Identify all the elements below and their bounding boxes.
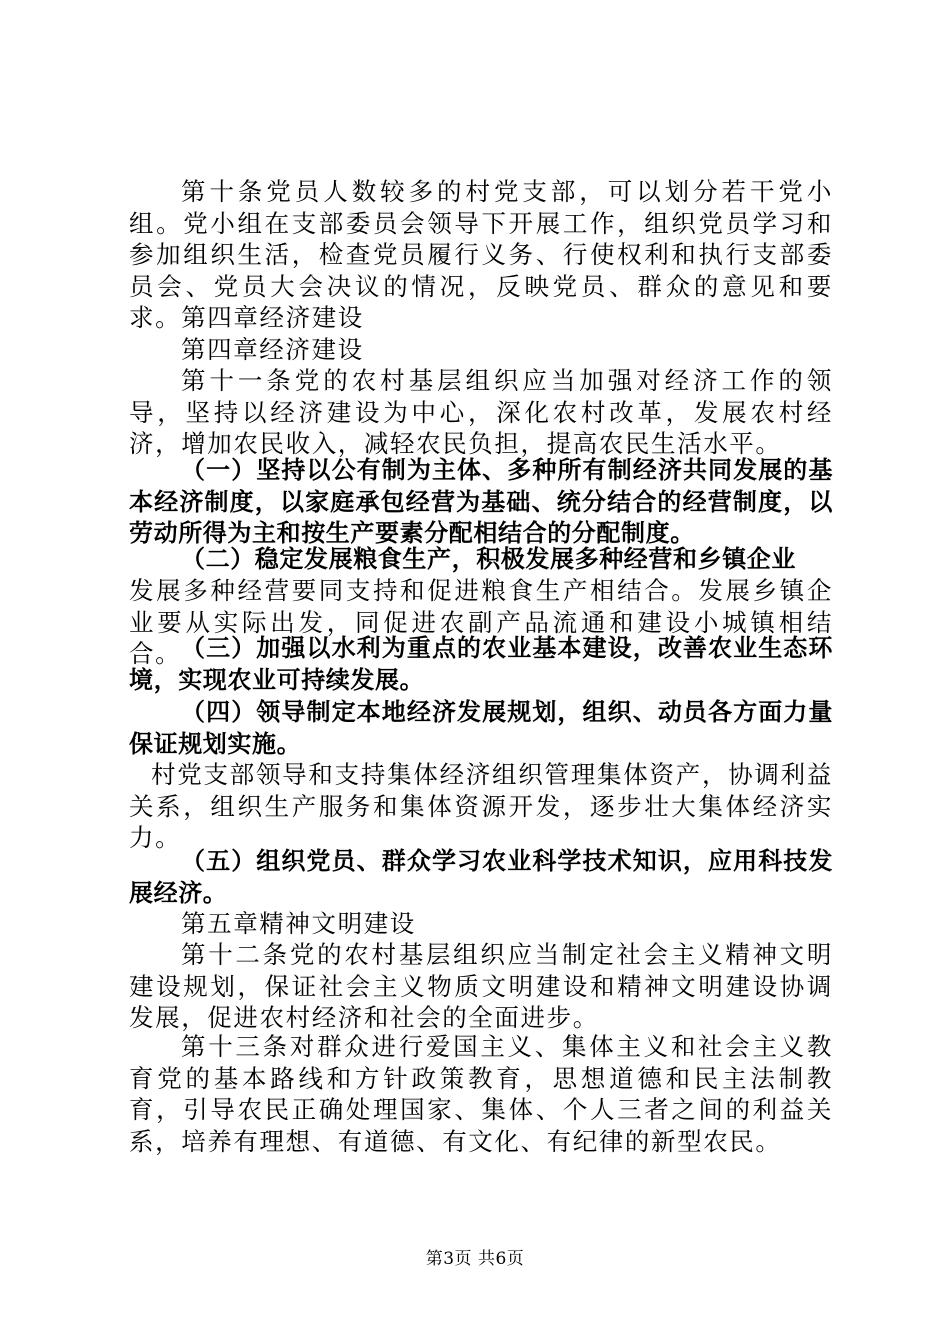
item-3-paragraph: （三）加强以水利为重点的农业基本建设，改善农业生态环境，实现农业可持续发展。 — [129, 634, 833, 694]
paragraph-article-11: 第十一条党的农村基层组织应当加强对经济工作的领导，坚持以经济建设为中心，深化农村改革，发展农村经济，增加农民收入，减轻农民负担，提高农民生活水平。 — [129, 366, 833, 458]
item-4-paragraph: （四）领导制定本地经济发展规划，组织、动员各方面力量保证规划实施。 — [129, 698, 833, 758]
paragraph-article-13: 第十三条对群众进行爱国主义、集体主义和社会主义教育党的基本路线和方针政策教育，思想道德和民主法制教育，引导农民正确处理国家、集体、个人三者之间的利益关系，培养有理想、有道德、有文化、有纪律的新型农民。 — [129, 1032, 833, 1156]
item-1-paragraph: （一）坚持以公有制为主体、多种所有制经济共同发展的基本经济制度，以家庭承包经营为基础、统分结合的经营制度，以劳动所得为主和按生产要素分配相结合的分配制度。 — [129, 456, 833, 547]
chapter-heading-economic: 第四章经济建设 — [181, 335, 364, 364]
paragraph-collective-economy: 村党支部领导和支持集体经济组织管理集体资产，协调利益关系，组织生产服务和集体资源开发，逐步壮大集体经济实力。 — [129, 760, 833, 852]
paragraph-article-12: 第十二条党的农村基层组织应当制定社会主义精神文明建设规划，保证社会主义物质文明建设和精神文明建设协调发展，促进农村经济和社会的全面进步。 — [129, 940, 833, 1032]
chapter-heading-civilization: 第五章精神文明建设 — [181, 909, 416, 938]
page-footer: 第3页 共6页 — [425, 1249, 525, 1269]
paragraph-article-10: 第十条党员人数较多的村党支部，可以划分若干党小组。党小组在支部委员会领导下开展工作，组织党员学习和参加组织生活，检查党员履行义务、行使权利和执行支部委员会、党员大会决议的情况，反映党员、群众的意见和要求。第四章经济建设 — [129, 177, 833, 332]
item-2-heading: （二）稳定发展粮食生产，积极发展多种经营和乡镇企业 — [181, 545, 796, 573]
item-2-paragraph: 发展多种经营要同支持和促进粮食生产相结合。发展乡镇企业要从实际出发，同促进农副产品流通和建设小城镇相结合。 — [129, 576, 833, 668]
item-5-paragraph: （五）组织党员、群众学习农业科学技术知识，应用科技发展经济。 — [129, 847, 833, 907]
